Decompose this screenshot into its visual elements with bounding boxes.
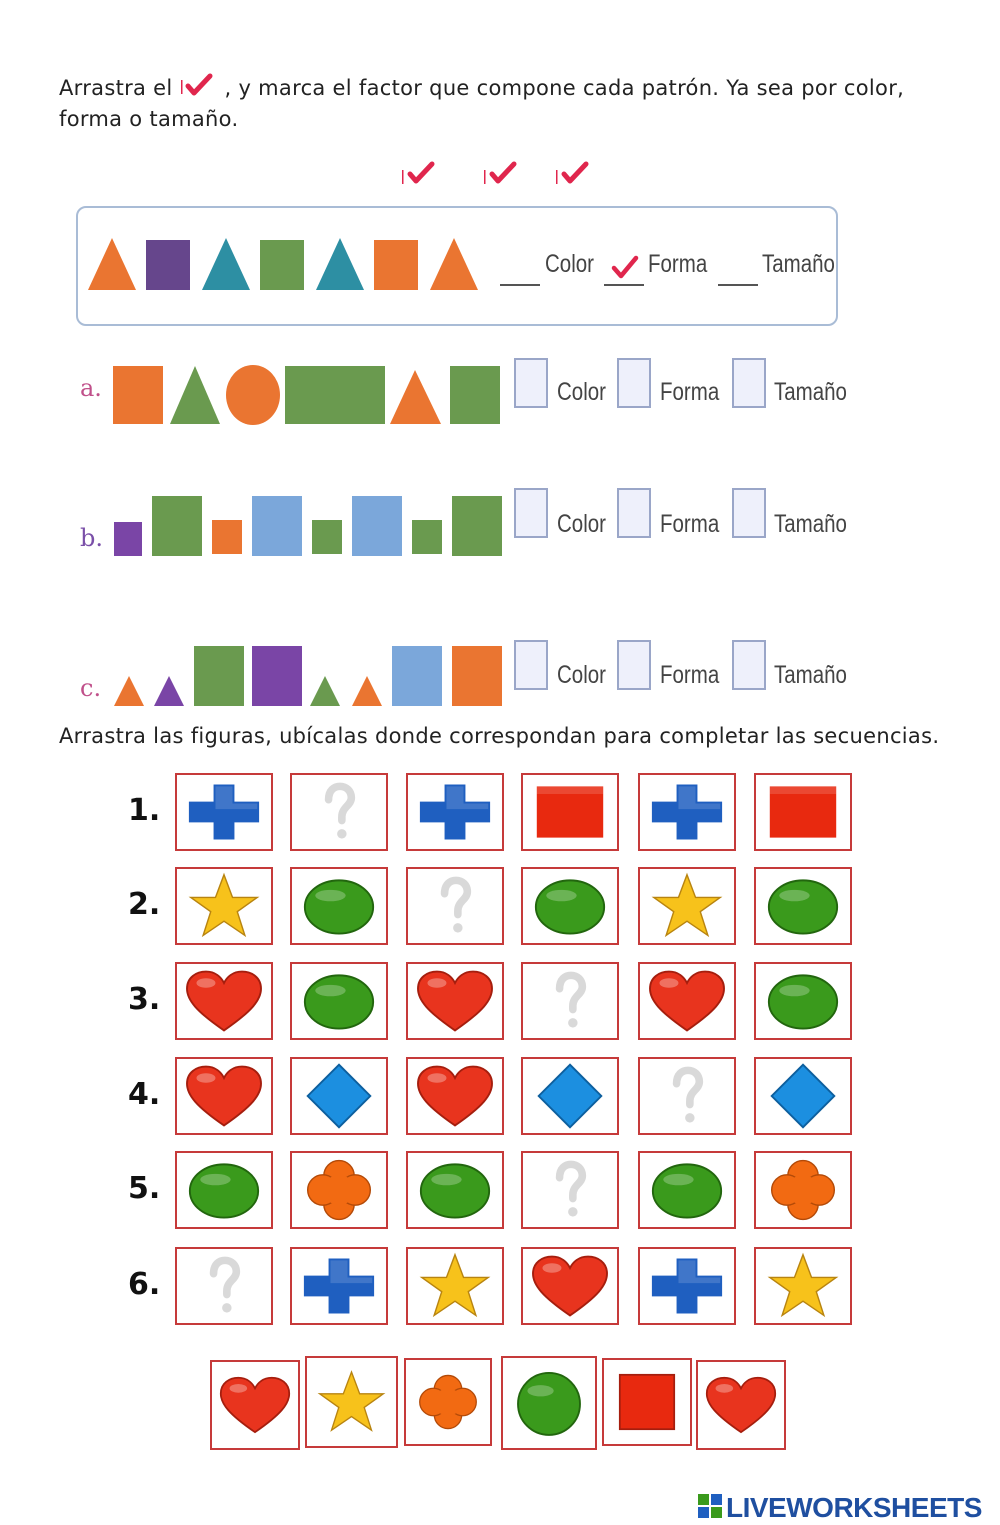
oval-icon [756,964,850,1038]
row-c-forma-box[interactable] [617,640,651,690]
question-mark-icon [177,1249,271,1323]
row-a-color-label: Color [557,378,606,406]
sequence-5-cell-1 [175,1151,273,1229]
sequence-2-cell-6 [754,867,852,945]
example-forma-label: Forma [648,250,708,278]
heart-icon [177,1059,271,1133]
star-icon [307,1358,396,1446]
rect-icon [756,775,850,849]
row-c-shapes [110,642,505,710]
example-forma-check-icon [610,254,640,282]
sequence-5-cell-5 [638,1151,736,1229]
sequence-3-label: 3. [128,982,161,1017]
row-b-color-label: Color [557,510,606,538]
flower-icon [292,1153,386,1227]
sequence-1-cell-4 [521,773,619,851]
sequence-2-cell-1 [175,867,273,945]
example-color-blank [500,284,540,286]
sequence-6-cell-4 [521,1247,619,1325]
row-c-tamano-label: Tamaño [774,661,847,689]
diamond-icon [523,1059,617,1133]
oval-icon [292,869,386,943]
row-a-forma-box[interactable] [617,358,651,408]
heart-icon [698,1362,784,1448]
draggable-flower-tile-3[interactable] [404,1358,492,1446]
sequence-6-cell-5 [638,1247,736,1325]
row-a-shapes [110,362,505,428]
draggable-check-icon-3[interactable] [554,158,594,188]
row-b-shapes [110,492,505,560]
sequence-1-cell-5 [638,773,736,851]
row-a-color-box[interactable] [514,358,548,408]
heart-icon [408,1059,502,1133]
sequence-2-cell-5 [638,867,736,945]
sequence-4-cell-3 [406,1057,504,1135]
star-icon [177,869,271,943]
example-pattern-shapes [86,232,486,294]
question-mark-icon [523,1153,617,1227]
question-mark-icon [408,869,502,943]
cross-icon [640,775,734,849]
sequence-1-cell-3 [406,773,504,851]
draggable-check-icon-2[interactable] [482,158,522,188]
row-a-tamano-box[interactable] [732,358,766,408]
instruction-line-2: forma o tamaño. [59,107,239,131]
sequence-2-label: 2. [128,887,161,922]
example-tamano-blank [718,284,758,286]
heart-icon [640,964,734,1038]
cross-icon [640,1249,734,1323]
section2-instruction: Arrastra las figuras, ubícalas donde correspondan para completar las secuencias. [59,724,940,748]
instruction-text-start: Arrastra el [59,76,173,100]
row-b-forma-box[interactable] [617,488,651,538]
liveworksheets-logo-text: LIVEWORKSHEETS [726,1492,982,1523]
sequence-1-cell-1 [175,773,273,851]
row-c-forma-label: Forma [660,661,720,689]
question-mark-icon [640,1059,734,1133]
oval-icon [292,964,386,1038]
star-icon [640,869,734,943]
sequence-1-label: 1. [128,793,161,828]
sequence-4-drop-slot[interactable] [638,1057,736,1135]
sequence-4-cell-1 [175,1057,273,1135]
row-a-label: a. [80,374,102,402]
heart-icon [408,964,502,1038]
heart-icon [523,1249,617,1323]
example-tamano-label: Tamaño [762,250,835,278]
circle-icon [503,1358,595,1448]
liveworksheets-logo-icon [698,1494,722,1518]
instruction-line-1 [59,72,904,104]
square-icon [604,1360,690,1444]
sequence-6-label: 6. [128,1267,161,1302]
draggable-circle-tile-4[interactable] [501,1356,597,1450]
sequence-3-cell-6 [754,962,852,1040]
heart-icon [177,964,271,1038]
sequence-1-drop-slot[interactable] [290,773,388,851]
sequence-5-cell-3 [406,1151,504,1229]
cross-icon [177,775,271,849]
sequence-3-cell-3 [406,962,504,1040]
rect-icon [523,775,617,849]
row-b-forma-label: Forma [660,510,720,538]
sequence-2-cell-4 [521,867,619,945]
row-a-forma-label: Forma [660,378,720,406]
sequence-2-cell-2 [290,867,388,945]
sequence-1-cell-6 [754,773,852,851]
draggable-star-tile-2[interactable] [305,1356,398,1448]
row-b-tamano-box[interactable] [732,488,766,538]
diamond-icon [756,1059,850,1133]
example-color-label: Color [545,250,594,278]
example-forma-blank [604,284,644,286]
row-c-color-label: Color [557,661,606,689]
oval-icon [408,1153,502,1227]
sequence-6-cell-6 [754,1247,852,1325]
sequence-4-cell-4 [521,1057,619,1135]
sequence-2-drop-slot[interactable] [406,867,504,945]
cross-icon [408,775,502,849]
sequence-3-drop-slot[interactable] [521,962,619,1040]
sequence-3-cell-5 [638,962,736,1040]
question-mark-icon [523,964,617,1038]
sequence-4-cell-6 [754,1057,852,1135]
row-b-color-box[interactable] [514,488,548,538]
sequence-6-cell-2 [290,1247,388,1325]
sequence-3-cell-2 [290,962,388,1040]
diamond-icon [292,1059,386,1133]
oval-icon [523,869,617,943]
row-c-tamano-box[interactable] [732,640,766,690]
sequence-5-label: 5. [128,1171,161,1206]
row-c-label: c. [80,674,102,702]
draggable-heart-tile-1[interactable] [210,1360,300,1450]
sequence-4-label: 4. [128,1077,161,1112]
oval-icon [177,1153,271,1227]
oval-icon [640,1153,734,1227]
sequence-4-cell-2 [290,1057,388,1135]
row-c-color-box[interactable] [514,640,548,690]
draggable-heart-tile-6[interactable] [696,1360,786,1450]
draggable-square-tile-5[interactable] [602,1358,692,1446]
heart-icon [212,1362,298,1448]
question-mark-icon [292,775,386,849]
sequence-3-cell-1 [175,962,273,1040]
sequence-6-drop-slot[interactable] [175,1247,273,1325]
sequence-6-cell-3 [406,1247,504,1325]
row-a-tamano-label: Tamaño [774,378,847,406]
star-icon [756,1249,850,1323]
star-icon [408,1249,502,1323]
sequence-5-cell-2 [290,1151,388,1229]
row-b-tamano-label: Tamaño [774,510,847,538]
cross-icon [292,1249,386,1323]
liveworksheets-logo [698,1492,998,1522]
flower-icon [406,1360,490,1444]
draggable-check-icon-1[interactable] [400,158,440,188]
instruction-text-end: , y marca el factor que compone cada patrón. Ya sea por color, [224,76,905,100]
sequence-5-drop-slot[interactable] [521,1151,619,1229]
row-b-label: b. [80,524,103,552]
sequence-5-cell-6 [754,1151,852,1229]
drag-check-icon[interactable] [180,72,218,98]
oval-icon [756,869,850,943]
flower-icon [756,1153,850,1227]
